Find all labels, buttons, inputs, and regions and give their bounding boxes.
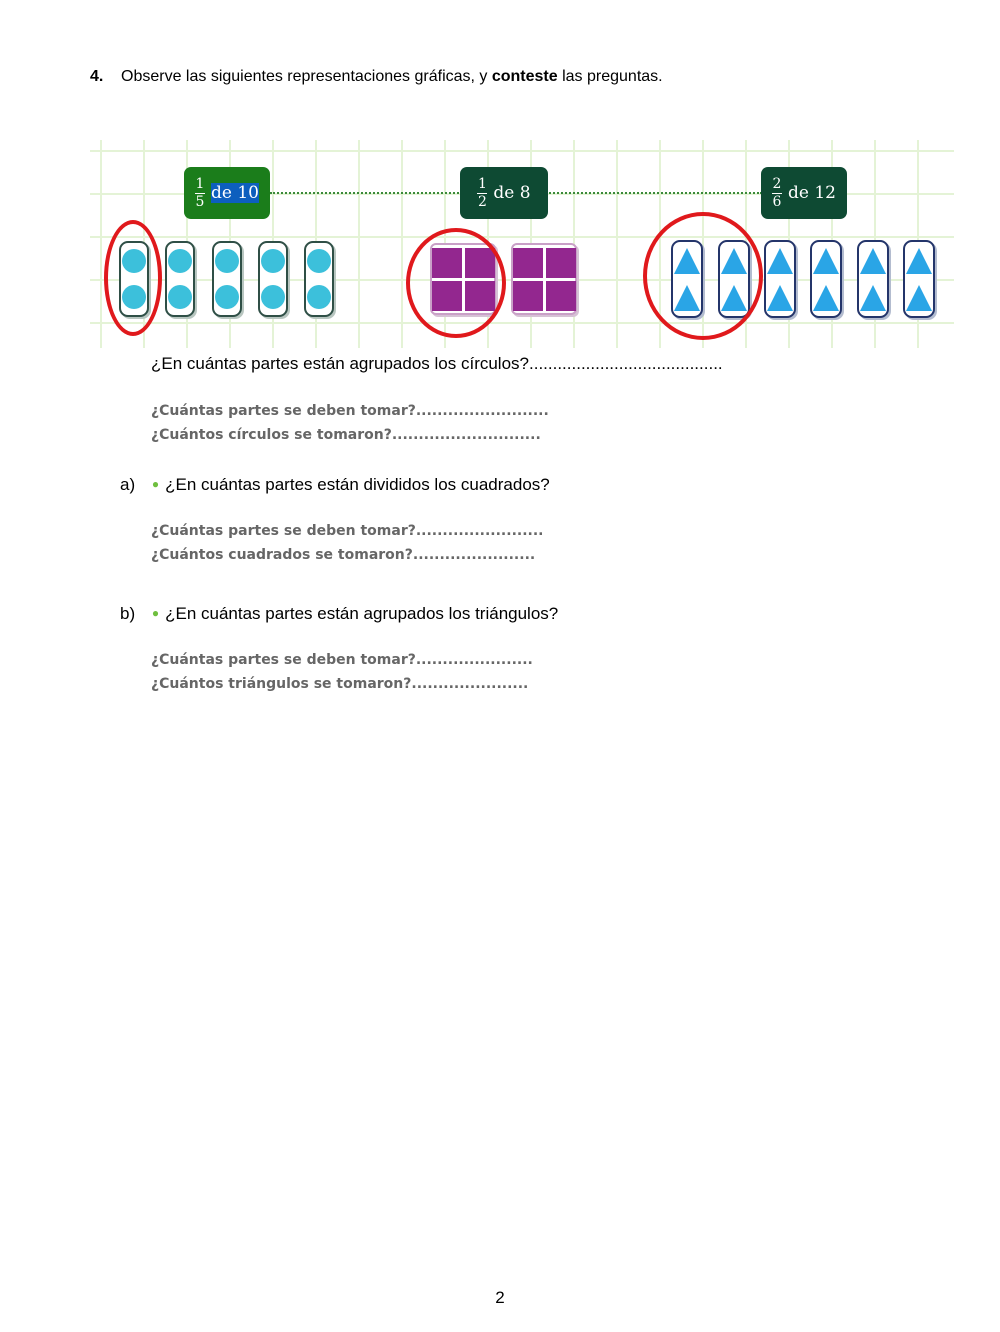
numerator: 1 [195, 175, 205, 192]
bullet-icon: ● [151, 606, 160, 620]
question-circles-taken: ¿Cuántos círculos se tomaron?............................ [151, 427, 541, 443]
numerator: 1 [477, 175, 487, 192]
circle-icon [261, 249, 285, 273]
circle-icon [168, 285, 192, 309]
page-number: 2 [495, 1288, 505, 1307]
denominator: 5 [195, 193, 205, 210]
fraction-label-text: de 10 [211, 183, 259, 203]
question-squares [120, 475, 550, 495]
square-icon [513, 281, 543, 311]
triangle-group [764, 240, 796, 318]
question-text: ¿En cuántas partes están agrupados los triángulos? [165, 604, 559, 623]
question-triangles-taken: ¿Cuántos triángulos se tomaron?...................... [151, 676, 529, 692]
question-triangles-parts: ¿Cuántas partes se deben tomar?...................... [151, 652, 533, 668]
heading-text-after: las preguntas. [557, 68, 663, 85]
question-text: ¿En cuántas partes están divididos los cuadrados? [165, 475, 550, 494]
triangle-icon [767, 248, 793, 274]
circle-group [212, 241, 242, 317]
square-group [511, 243, 577, 315]
fraction [477, 177, 487, 210]
selection-ring-triangles [643, 212, 763, 340]
circle-group [165, 241, 195, 317]
triangle-icon [906, 248, 932, 274]
triangle-icon [813, 248, 839, 274]
exercise-number: 4. [90, 68, 104, 85]
circle-icon [215, 285, 239, 309]
question-squares-taken: ¿Cuántos cuadrados se tomaron?....................... [151, 547, 536, 563]
denominator: 2 [477, 193, 487, 210]
circle-icon [168, 249, 192, 273]
heading-bold-word: conteste [491, 68, 558, 85]
triangle-group [857, 240, 889, 318]
question-prefix: b) [120, 604, 136, 623]
square-icon [513, 248, 543, 278]
fraction-label-triangles [761, 167, 847, 219]
circle-icon [307, 285, 331, 309]
triangle-group [810, 240, 842, 318]
question-circles: ¿En cuántas partes están agrupados los círculos?......................................... [151, 354, 723, 373]
square-icon [546, 281, 576, 311]
square-icon [546, 248, 576, 278]
circle-icon [215, 249, 239, 273]
selection-ring-circles [104, 220, 162, 336]
heading-text-before: Observe las siguientes representaciones gráficas, y [121, 68, 492, 85]
question-prefix: a) [120, 475, 136, 494]
triangle-icon [906, 285, 932, 311]
triangle-icon [860, 285, 886, 311]
bullet-icon: ● [151, 477, 160, 491]
fraction [772, 177, 782, 210]
selection-ring-squares [406, 228, 506, 338]
denominator: 6 [772, 193, 782, 210]
fraction [195, 177, 205, 210]
triangle-group [903, 240, 935, 318]
fraction-label-text: de 8 [493, 183, 531, 203]
question-circles-parts: ¿Cuántas partes se deben tomar?......................... [151, 403, 549, 419]
exercise-heading [90, 66, 663, 88]
circle-icon [261, 285, 285, 309]
triangle-icon [767, 285, 793, 311]
circle-group [258, 241, 288, 317]
triangle-icon [813, 285, 839, 311]
numerator: 2 [772, 175, 782, 192]
question-triangles [120, 604, 558, 624]
fraction-label-circles [184, 167, 270, 219]
circle-icon [307, 249, 331, 273]
question-squares-parts: ¿Cuántas partes se deben tomar?........................ [151, 523, 544, 539]
fraction-label-squares [460, 167, 548, 219]
fraction-label-text: de 12 [788, 183, 836, 203]
circle-group [304, 241, 334, 317]
triangle-icon [860, 248, 886, 274]
